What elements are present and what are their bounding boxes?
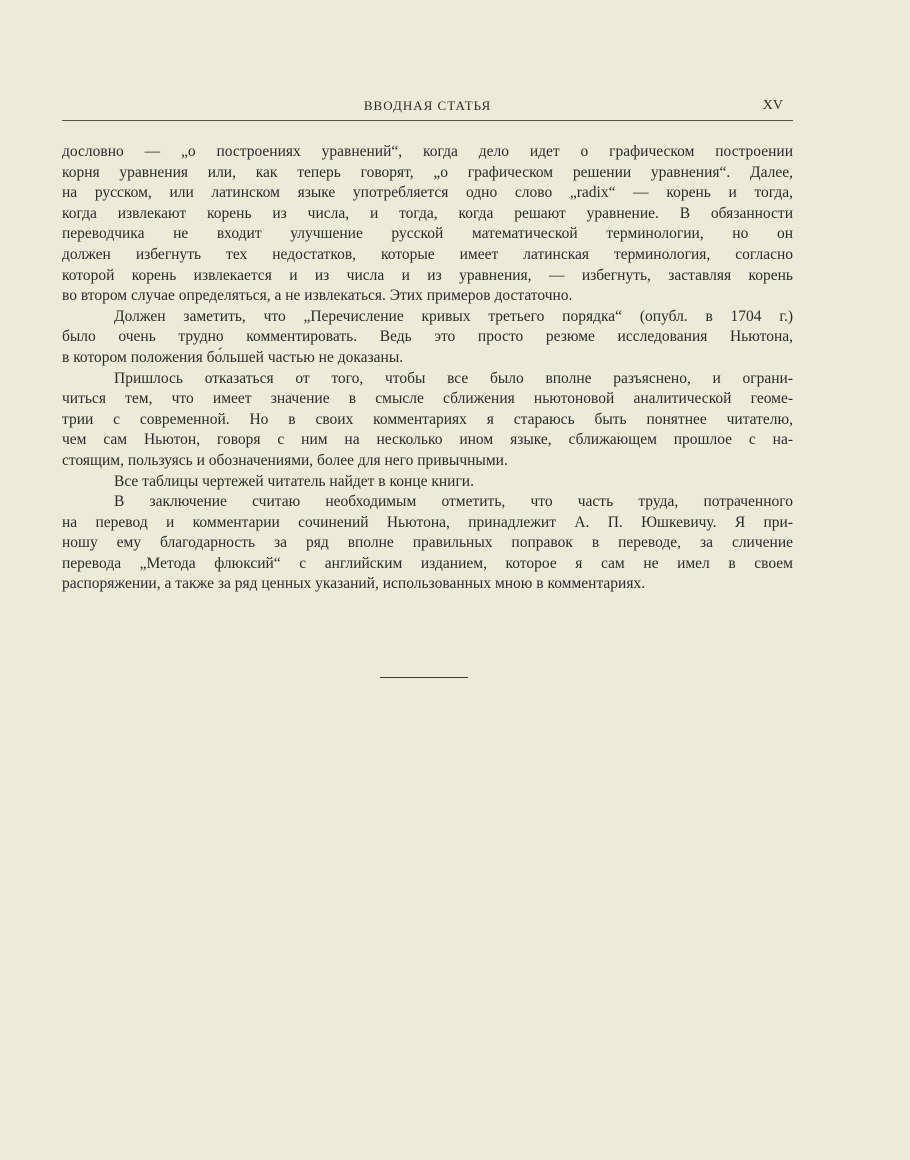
text-line: должен избегнуть тех недостатков, которые имеет латинская терминология, согласно	[62, 245, 793, 263]
paragraph	[62, 369, 793, 472]
paragraph	[62, 472, 793, 493]
text-line: ношу ему благодарность за ряд вполне правильных поправок в переводе, за сличение	[62, 534, 793, 552]
text-line: Все таблицы чертежей читатель найдет в конце книги.	[114, 472, 474, 490]
text-line: было очень трудно комментировать. Ведь это просто резюме исследования Ньютона,	[62, 328, 793, 346]
text-line: читься тем, что имеет значение в смысле сближения ньютоновой аналитической геоме-	[62, 390, 793, 408]
text-line: стоящим, пользуясь и обозначениями, более для него привычными.	[62, 451, 508, 469]
paragraph	[62, 492, 793, 595]
running-title: ВВОДНАЯ СТАТЬЯ	[363, 98, 492, 113]
text-line: переводчика не входит улучшение русской математической терминологии, но он	[62, 225, 793, 243]
text-line: распоряжении, а также за ряд ценных указаний, использованных мною в комментариях.	[62, 575, 646, 593]
body-text	[62, 142, 793, 595]
text-line: трии с современной. Но в своих комментариях я стараюсь быть понятнее читателю,	[62, 410, 793, 428]
text-line: В заключение считаю необходимым отметить, что часть труда, потраченного	[114, 493, 793, 511]
text-line: дословно — „о построениях уравнений“, когда дело идет о графическом построении	[62, 143, 793, 160]
text-line: на русском, или латинском языке употребляется одно слово „radix“ — корень и тогда,	[62, 184, 793, 202]
page-number: XV	[762, 98, 783, 113]
text-line: когда извлекают корень из числа, и тогда, когда решают уравнение. В обязанности	[62, 204, 793, 222]
text-line: Пришлось отказаться от того, чтобы все было вполне разъяснено, и ограни-	[114, 369, 793, 387]
end-rule-divider	[380, 677, 468, 678]
text-line: чем сам Ньютон, говоря с ним на несколько ином языке, сближающем прошлое с на-	[62, 431, 793, 449]
text-line: перевода „Метода флюксий“ с английским изданием, которое я сам не имел в своем	[62, 554, 793, 572]
text-line: Должен заметить, что „Перечисление кривых третьего порядка“ (опубл. в 1704 г.)	[114, 307, 793, 325]
text-line: в котором положения бо́льшей частью не доказаны.	[62, 348, 404, 366]
text-line: во втором случае определяться, а не извлекаться. Этих примеров достаточно.	[62, 287, 573, 305]
paragraph	[62, 307, 793, 369]
text-line: корня уравнения или, как теперь говорят, „о графическом решении уравнения“. Далее,	[62, 163, 793, 181]
paragraph	[62, 142, 793, 307]
text-line: на перевод и комментарии сочинений Ньютона, принадлежит А. П. Юшкевичу. Я при-	[62, 513, 793, 531]
text-line: которой корень извлекается и из числа и из уравнения, — избегнуть, заставляя корень	[62, 266, 793, 284]
running-header	[62, 96, 793, 121]
